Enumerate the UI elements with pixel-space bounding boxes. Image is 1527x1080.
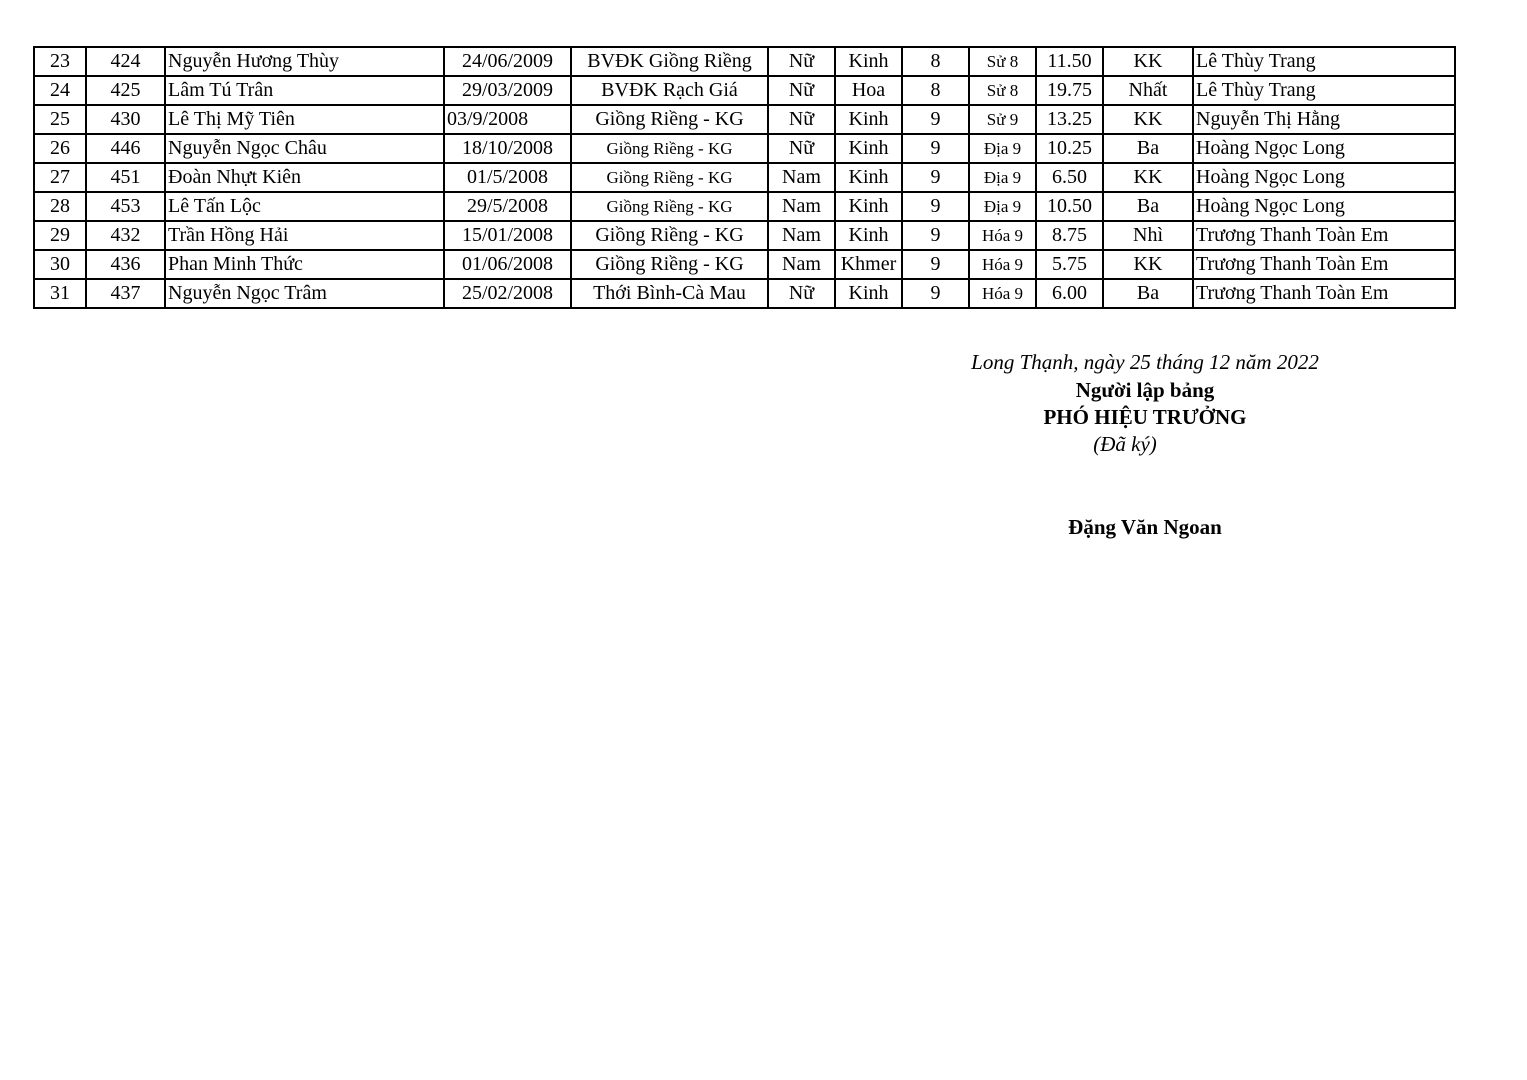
award-cell: KK [1103, 47, 1193, 76]
grade-cell: 9 [902, 221, 969, 250]
score-cell: 6.00 [1036, 279, 1103, 308]
birthplace-cell: Giồng Riềng - KG [571, 163, 768, 192]
award-cell: KK [1103, 250, 1193, 279]
student-name-cell: Đoàn Nhựt Kiên [165, 163, 444, 192]
table-row [34, 105, 1455, 134]
student-name-cell: Nguyễn Hương Thùy [165, 47, 444, 76]
candidate-number-cell: 425 [86, 76, 165, 105]
gender-cell: Nữ [768, 76, 835, 105]
grade-cell: 9 [902, 105, 969, 134]
gender-cell: Nam [768, 221, 835, 250]
date-of-birth-cell: 01/5/2008 [444, 163, 571, 192]
row-index-cell: 23 [34, 47, 86, 76]
award-cell: Nhì [1103, 221, 1193, 250]
gender-cell: Nam [768, 250, 835, 279]
grade-cell: 9 [902, 163, 969, 192]
score-cell: 19.75 [1036, 76, 1103, 105]
row-index-cell: 26 [34, 134, 86, 163]
student-name-cell: Lê Tấn Lộc [165, 192, 444, 221]
ethnicity-cell: Kinh [835, 134, 902, 163]
gender-cell: Nữ [768, 47, 835, 76]
teacher-cell: Hoàng Ngọc Long [1193, 134, 1455, 163]
award-cell: Ba [1103, 279, 1193, 308]
gender-cell: Nữ [768, 279, 835, 308]
table-row [34, 47, 1455, 76]
grade-cell: 9 [902, 250, 969, 279]
score-cell: 11.50 [1036, 47, 1103, 76]
ethnicity-cell: Kinh [835, 163, 902, 192]
birthplace-cell: Giồng Riềng - KG [571, 192, 768, 221]
score-cell: 10.50 [1036, 192, 1103, 221]
student-name-cell: Phan Minh Thức [165, 250, 444, 279]
teacher-cell: Trương Thanh Toàn Em [1193, 250, 1455, 279]
subject-cell: Địa 9 [969, 192, 1036, 221]
row-index-cell: 24 [34, 76, 86, 105]
candidate-number-cell: 453 [86, 192, 165, 221]
grade-cell: 8 [902, 76, 969, 105]
table-row [34, 163, 1455, 192]
candidate-number-cell: 424 [86, 47, 165, 76]
gender-cell: Nữ [768, 105, 835, 134]
candidate-number-cell: 437 [86, 279, 165, 308]
student-name-cell: Lâm Tú Trân [165, 76, 444, 105]
ethnicity-cell: Kinh [835, 192, 902, 221]
birthplace-cell: Giồng Riềng - KG [571, 105, 768, 134]
teacher-cell: Lê Thùy Trang [1193, 76, 1455, 105]
table-row [34, 279, 1455, 308]
subject-cell: Hóa 9 [969, 221, 1036, 250]
score-cell: 8.75 [1036, 221, 1103, 250]
signature-role-title: PHÓ HIỆU TRƯỞNG [1043, 405, 1247, 429]
gender-cell: Nam [768, 163, 835, 192]
birthplace-cell: Giồng Riềng - KG [571, 134, 768, 163]
date-of-birth-cell: 29/03/2009 [444, 76, 571, 105]
award-cell: KK [1103, 105, 1193, 134]
teacher-cell: Trương Thanh Toàn Em [1193, 279, 1455, 308]
teacher-cell: Nguyễn Thị Hằng [1193, 105, 1455, 134]
birthplace-cell: BVĐK Giồng Riềng [571, 47, 768, 76]
table-row [34, 76, 1455, 105]
score-cell: 10.25 [1036, 134, 1103, 163]
subject-cell: Sử 8 [969, 47, 1036, 76]
row-index-cell: 29 [34, 221, 86, 250]
award-cell: KK [1103, 163, 1193, 192]
score-cell: 13.25 [1036, 105, 1103, 134]
teacher-cell: Hoàng Ngọc Long [1193, 163, 1455, 192]
ethnicity-cell: Kinh [835, 279, 902, 308]
score-cell: 6.50 [1036, 163, 1103, 192]
grade-cell: 9 [902, 192, 969, 221]
signature-name: Đặng Văn Ngoan [1068, 515, 1222, 539]
table-body [34, 47, 1455, 308]
subject-cell: Hóa 9 [969, 279, 1036, 308]
date-of-birth-cell: 15/01/2008 [444, 221, 571, 250]
teacher-cell: Hoàng Ngọc Long [1193, 192, 1455, 221]
date-of-birth-cell: 01/06/2008 [444, 250, 571, 279]
signature-place-date: Long Thạnh, ngày 25 tháng 12 năm 2022 [971, 350, 1319, 374]
ethnicity-cell: Hoa [835, 76, 902, 105]
student-name-cell: Nguyễn Ngọc Trâm [165, 279, 444, 308]
teacher-cell: Lê Thùy Trang [1193, 47, 1455, 76]
birthplace-cell: Thới Bình-Cà Mau [571, 279, 768, 308]
subject-cell: Địa 9 [969, 163, 1036, 192]
row-index-cell: 30 [34, 250, 86, 279]
subject-cell: Sử 8 [969, 76, 1036, 105]
grade-cell: 8 [902, 47, 969, 76]
gender-cell: Nam [768, 192, 835, 221]
birthplace-cell: Giồng Riềng - KG [571, 250, 768, 279]
table-row [34, 221, 1455, 250]
grade-cell: 9 [902, 279, 969, 308]
student-name-cell: Trần Hồng Hải [165, 221, 444, 250]
subject-cell: Địa 9 [969, 134, 1036, 163]
student-name-cell: Nguyễn Ngọc Châu [165, 134, 444, 163]
student-name-cell: Lê Thị Mỹ Tiên [165, 105, 444, 134]
candidate-number-cell: 436 [86, 250, 165, 279]
award-cell: Ba [1103, 192, 1193, 221]
ethnicity-cell: Khmer [835, 250, 902, 279]
row-index-cell: 31 [34, 279, 86, 308]
birthplace-cell: BVĐK Rạch Giá [571, 76, 768, 105]
score-cell: 5.75 [1036, 250, 1103, 279]
grade-cell: 9 [902, 134, 969, 163]
results-table [33, 46, 1456, 309]
table-row [34, 250, 1455, 279]
row-index-cell: 25 [34, 105, 86, 134]
candidate-number-cell: 432 [86, 221, 165, 250]
birthplace-cell: Giồng Riềng - KG [571, 221, 768, 250]
ethnicity-cell: Kinh [835, 221, 902, 250]
date-of-birth-cell: 29/5/2008 [444, 192, 571, 221]
ethnicity-cell: Kinh [835, 47, 902, 76]
date-of-birth-cell: 25/02/2008 [444, 279, 571, 308]
row-index-cell: 27 [34, 163, 86, 192]
gender-cell: Nữ [768, 134, 835, 163]
table-row [34, 134, 1455, 163]
date-of-birth-cell: 24/06/2009 [444, 47, 571, 76]
signature-role-preparer: Người lập bảng [1075, 378, 1215, 402]
subject-cell: Hóa 9 [969, 250, 1036, 279]
subject-cell: Sử 9 [969, 105, 1036, 134]
teacher-cell: Trương Thanh Toàn Em [1193, 221, 1455, 250]
ethnicity-cell: Kinh [835, 105, 902, 134]
candidate-number-cell: 430 [86, 105, 165, 134]
table-row [34, 192, 1455, 221]
row-index-cell: 28 [34, 192, 86, 221]
award-cell: Nhất [1103, 76, 1193, 105]
candidate-number-cell: 451 [86, 163, 165, 192]
signature-signed-note: (Đã ký) [1093, 432, 1157, 456]
date-of-birth-cell: 18/10/2008 [444, 134, 571, 163]
award-cell: Ba [1103, 134, 1193, 163]
candidate-number-cell: 446 [86, 134, 165, 163]
date-of-birth-cell: 03/9/2008 [444, 105, 571, 134]
